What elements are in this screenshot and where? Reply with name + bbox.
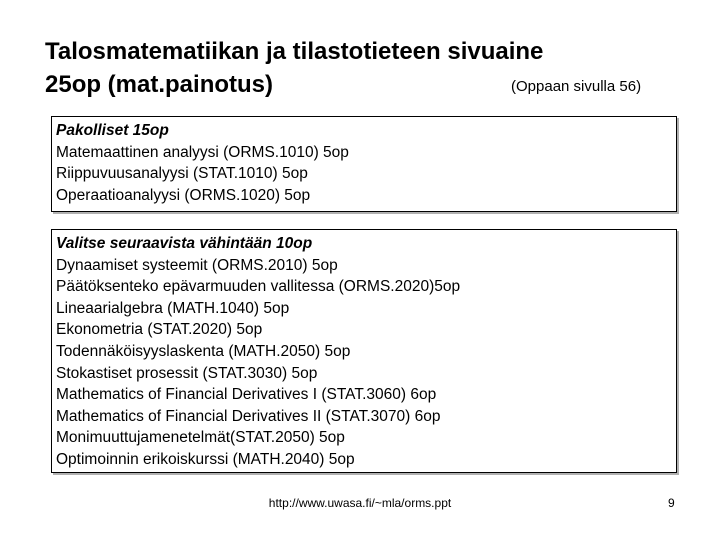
guide-page-reference: (Oppaan sivulla 56)	[511, 78, 642, 95]
required-course-item: Operaatioanalyysi (ORMS.1020) 5op	[56, 186, 311, 204]
elective-course-item: Optimoinnin erikoiskurssi (MATH.2040) 5op	[56, 450, 355, 468]
page-title-line-1: Talosmatematiikan ja tilastotieteen sivuaine	[45, 38, 544, 65]
elective-course-item: Mathematics of Financial Derivatives I (STAT.3060) 6op	[56, 386, 437, 404]
elective-course-item: Monimuuttujamenetelmät(STAT.2050) 5op	[56, 429, 345, 447]
elective-course-item: Mathematics of Financial Derivatives II (STAT.3070) 6op	[56, 407, 441, 425]
footer-url: http://www.uwasa.fi/~mla/orms.ppt	[268, 496, 452, 510]
elective-course-item: Ekonometria (STAT.2020) 5op	[56, 321, 263, 339]
elective-courses-heading: Valitse seuraavista vähintään 10op	[56, 235, 313, 252]
elective-course-item: Päätöksenteko epävarmuuden vallitessa (ORMS.2020)5op	[56, 278, 461, 296]
elective-courses-box	[51, 229, 677, 473]
required-courses-heading: Pakolliset 15op	[56, 122, 169, 139]
required-course-item: Matemaattinen analyysi (ORMS.1010) 5op	[56, 143, 349, 161]
required-course-item: Riippuvuusanalyysi (STAT.1010) 5op	[56, 165, 308, 183]
elective-course-item: Lineaarialgebra (MATH.1040) 5op	[56, 299, 290, 317]
elective-course-item: Dynaamiset systeemit (ORMS.2010) 5op	[56, 256, 338, 274]
required-courses-box	[51, 116, 677, 212]
page-title-line-2: 25op (mat.painotus)	[45, 71, 274, 98]
elective-course-item: Todennäköisyyslaskenta (MATH.2050) 5op	[56, 342, 351, 360]
page-number: 9	[668, 496, 675, 510]
elective-course-item: Stokastiset prosessit (STAT.3030) 5op	[56, 364, 318, 382]
